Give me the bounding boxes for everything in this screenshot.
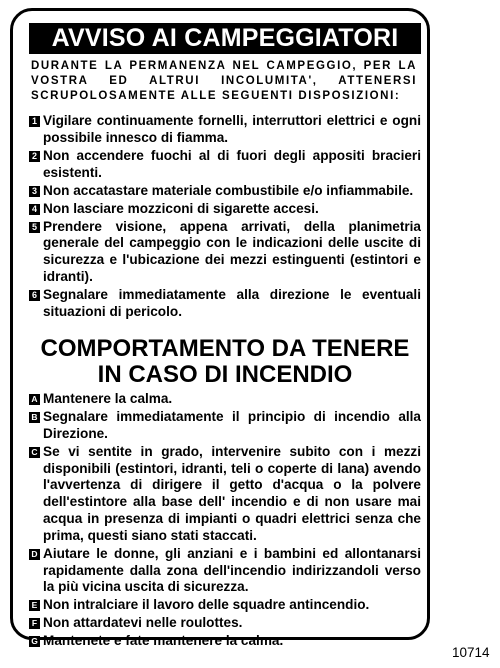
section-title bbox=[27, 336, 423, 388]
section-title-line: IN CASO DI INCENDIO bbox=[97, 361, 353, 388]
behaviour-letter-badge: A bbox=[29, 394, 40, 405]
behaviour-text: Mantenete e fate mantenere la calma. bbox=[43, 633, 284, 649]
behaviour-text: Non attardatevi nelle roulottes. bbox=[43, 615, 243, 631]
rule-number-badge: 5 bbox=[29, 222, 40, 233]
behaviour-letter-badge: C bbox=[29, 447, 40, 458]
rule-number-badge: 6 bbox=[29, 290, 40, 301]
fire-behaviour-list bbox=[29, 391, 421, 651]
behaviour-item bbox=[29, 633, 421, 650]
behaviour-item bbox=[29, 597, 421, 614]
rule-text: Non accatastare materiale combustibile e/o infiammabile. bbox=[43, 182, 414, 198]
sign-panel bbox=[10, 8, 430, 649]
header-bar bbox=[29, 23, 421, 54]
rule-text: Non lasciare mozziconi di sigarette accesi. bbox=[43, 200, 319, 216]
behaviour-item bbox=[29, 391, 421, 408]
behaviour-text: Segnalare immediatamente il principio di incendio alla Direzione. bbox=[43, 408, 421, 441]
intro-text: DURANTE LA PERMANENZA NEL CAMPEGGIO, PER LA VOSTRA ED ALTRUI INCOLUMITA', ATTENERSI SCRUPOLOSAMENTE ALLE SEGUENTI DISPOSIZIONI: bbox=[31, 60, 417, 102]
behaviour-text: Aiutare le donne, gli anziani e i bambini ed allontanarsi rapidamente dalla zona dell'incendio indirizzandoli verso la più vicina uscita di sicurezza. bbox=[43, 545, 421, 595]
rule-number-badge: 4 bbox=[29, 204, 40, 215]
rule-item bbox=[29, 113, 421, 147]
rule-text: Vigilare continuamente fornelli, interruttori elettrici e ogni possibile innesco di fiamma. bbox=[43, 113, 421, 145]
rule-text: Non accendere fuochi al di fuori degli appositi bracieri esistenti. bbox=[43, 147, 421, 180]
rule-text: Prendere visione, appena arrivati, della planimetria generale del campeggio con le indicazioni delle uscite di sicurezza e l'ubicazione dei mezzi estinguenti (estintori e idranti). bbox=[43, 218, 421, 284]
rule-number-badge: 1 bbox=[29, 116, 40, 127]
behaviour-item bbox=[29, 444, 421, 545]
section-title-line: COMPORTAMENTO DA TENERE bbox=[40, 335, 410, 362]
product-code: 10714 bbox=[452, 645, 490, 660]
rule-item bbox=[29, 287, 421, 321]
behaviour-item bbox=[29, 409, 421, 443]
behaviour-letter-badge: D bbox=[29, 549, 40, 560]
rule-item bbox=[29, 219, 421, 286]
behaviour-text: Se vi sentite in grado, intervenire subito con i mezzi disponibili (estintori, idranti, teli o coperte di lana) avendo l'avvertenza di dirigere il getto d'acqua o la polvere dell'estintore alla base dell' incendio e di non usare mai acqua in presenza di impianti o quadri elettrici senza che prima, questi siano stati staccati. bbox=[43, 443, 421, 543]
rule-item bbox=[29, 201, 421, 218]
behaviour-item bbox=[29, 615, 421, 632]
rule-text: Segnalare immediatamente alla direzione le eventuali situazioni di pericolo. bbox=[43, 286, 421, 319]
behaviour-letter-badge: G bbox=[29, 636, 40, 647]
rule-item bbox=[29, 148, 421, 182]
sign-title: AVVISO AI CAMPEGGIATORI bbox=[51, 24, 399, 52]
behaviour-letter-badge: E bbox=[29, 600, 40, 611]
behaviour-letter-badge: F bbox=[29, 618, 40, 629]
rule-number-badge: 3 bbox=[29, 186, 40, 197]
behaviour-item bbox=[29, 546, 421, 596]
rule-item bbox=[29, 183, 421, 200]
rules-list bbox=[29, 113, 421, 322]
behaviour-letter-badge: B bbox=[29, 412, 40, 423]
behaviour-text: Mantenere la calma. bbox=[43, 391, 173, 406]
behaviour-text: Non intralciare il lavoro delle squadre antincendio. bbox=[43, 597, 370, 613]
rule-number-badge: 2 bbox=[29, 151, 40, 162]
